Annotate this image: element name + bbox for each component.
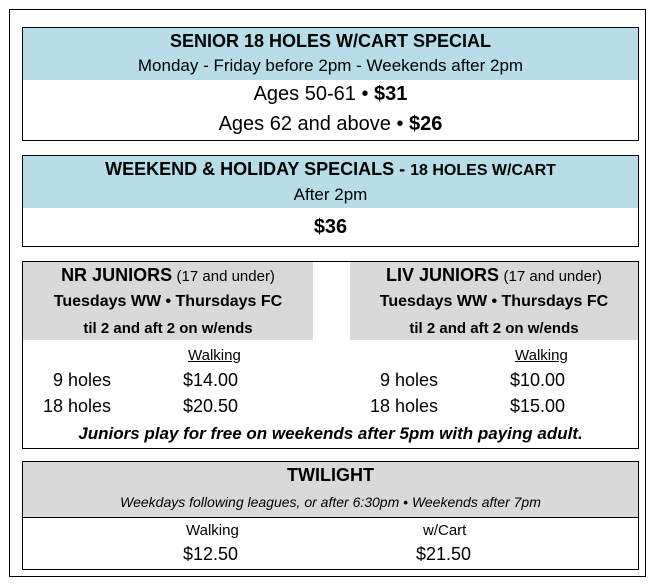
nr-juniors-age: (17 and under) <box>176 268 275 285</box>
liv-holes-label: 18 holes <box>370 396 439 416</box>
nr-walking-column-header: Walking <box>188 347 241 364</box>
liv-juniors-header <box>350 262 638 340</box>
nr-holes-label: 9 holes <box>53 370 112 390</box>
weekend-title-sub: 18 HOLES W/CART <box>410 162 556 179</box>
nr-juniors-title-line <box>23 265 313 286</box>
juniors-free-note: Juniors play for free on weekends after 5pm with paying adult. <box>78 424 583 443</box>
nr-juniors-header <box>23 262 313 340</box>
senior-price: $31 <box>374 83 408 105</box>
liv-walking-column-header: Walking <box>515 347 568 364</box>
liv-holes-label: 9 holes <box>380 370 439 390</box>
twilight-walking-label: Walking <box>186 522 239 539</box>
nr-price: $14.00 <box>183 370 239 390</box>
weekend-special-box <box>22 155 639 247</box>
senior-special-box <box>22 27 639 141</box>
senior-price-row-1 <box>23 83 638 106</box>
nr-juniors-days: Tuesdays WW • Thursdays FC <box>53 293 283 310</box>
liv-price: $15.00 <box>510 396 566 416</box>
senior-title: SENIOR 18 HOLES W/CART SPECIAL <box>169 31 492 51</box>
nr-price: $20.50 <box>183 396 239 416</box>
weekend-title-main: WEEKEND & HOLIDAY SPECIALS - <box>105 159 411 179</box>
senior-age-label: Ages 62 and above • <box>218 113 410 135</box>
senior-price: $26 <box>409 113 443 135</box>
weekend-title <box>23 159 638 180</box>
liv-price: $10.00 <box>510 370 566 390</box>
senior-age-label: Ages 50-61 • <box>253 83 375 105</box>
senior-price-row-2 <box>23 113 638 136</box>
twilight-subtitle: Weekdays following leagues, or after 6:30pm • Weekends after 7pm <box>120 494 541 510</box>
liv-juniors-age: (17 and under) <box>503 268 602 285</box>
twilight-box <box>22 461 639 570</box>
senior-subtitle: Monday - Friday before 2pm - Weekends after 2pm <box>137 56 524 75</box>
juniors-box <box>22 261 639 449</box>
nr-holes-label: 18 holes <box>43 396 112 416</box>
liv-juniors-days: Tuesdays WW • Thursdays FC <box>379 293 609 310</box>
liv-juniors-title-line <box>350 265 638 286</box>
nr-juniors-times: til 2 and aft 2 on w/ends <box>83 320 253 337</box>
liv-juniors-times: til 2 and aft 2 on w/ends <box>409 320 579 337</box>
twilight-title: TWILIGHT <box>287 465 374 485</box>
nr-juniors-title: NR JUNIORS <box>61 265 173 285</box>
twilight-cart-price: $21.50 <box>416 544 472 564</box>
liv-juniors-title: LIV JUNIORS <box>386 265 500 285</box>
weekend-subtitle: After 2pm <box>293 185 368 204</box>
weekend-price: $36 <box>313 216 348 238</box>
twilight-walking-price: $12.50 <box>183 544 239 564</box>
twilight-cart-label: w/Cart <box>423 522 467 539</box>
